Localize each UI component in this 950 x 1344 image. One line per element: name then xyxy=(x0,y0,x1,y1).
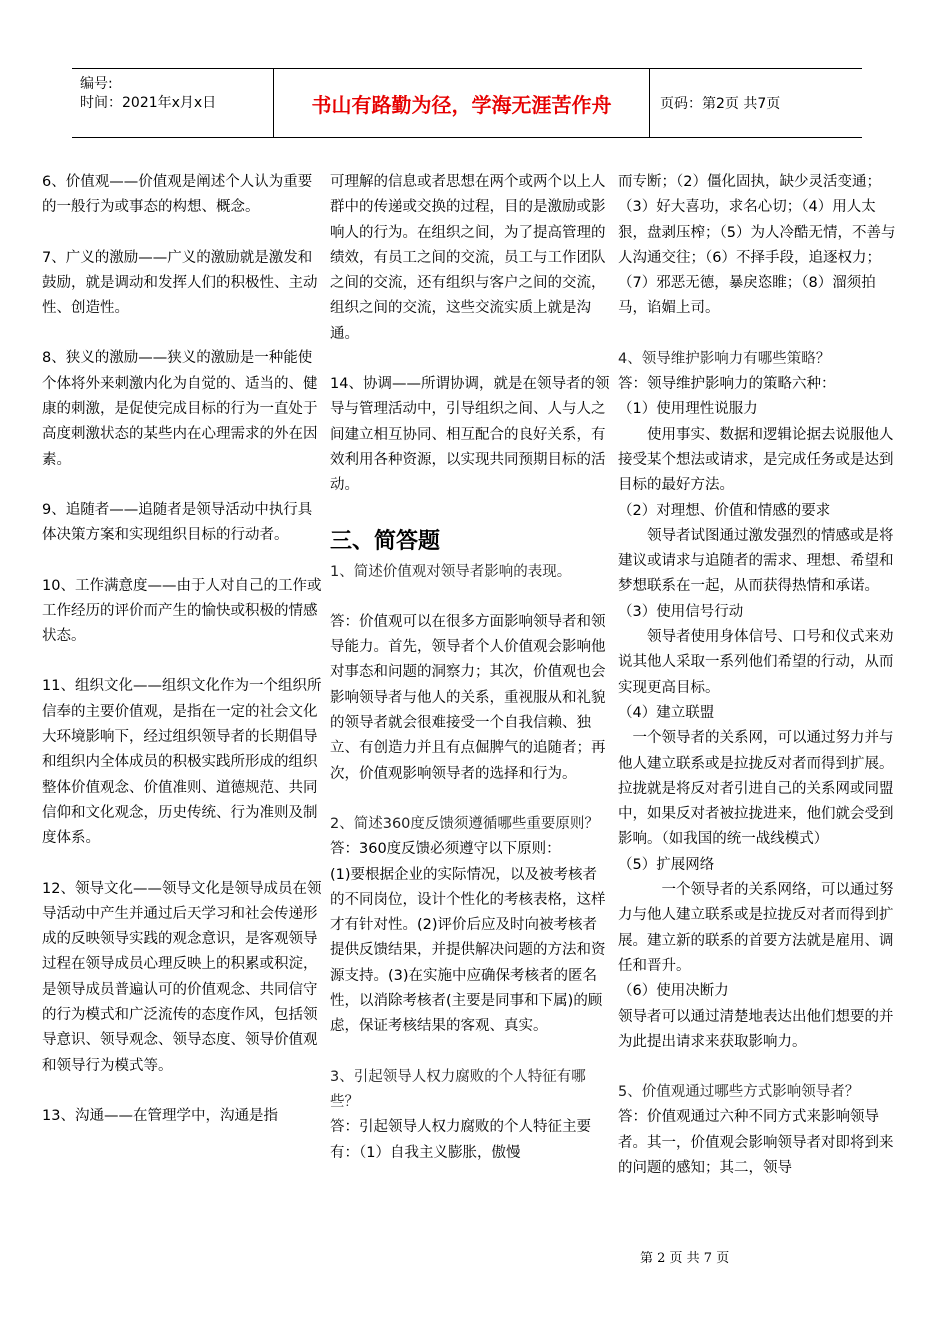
page-footer: 第 2 页 共 7 页 xyxy=(640,1251,730,1266)
definition-13: 13、沟通——在管理学中，沟通是指 xyxy=(42,1107,278,1124)
answer-4-intro: 答：领导维护影响力的策略六种： xyxy=(618,376,836,393)
definition-14: 14、协调——所谓协调，就是在领导者的领导与管理活动中，引导组织之间、人与人之间建立相互协同、相互配合的良好关系，有效利用各种资源，以实现共同预期目标的活动。 xyxy=(330,376,610,494)
question-3: 3、引起领导人权力腐败的个人特征有哪些？ xyxy=(330,1068,586,1110)
question-4: 4、领导维护影响力有哪些策略？ xyxy=(618,350,831,367)
definition-12: 12、领导文化——领导文化是领导成员在领导活动中产生并通过后天学习和社会传递形成的反映领导实践的观念意识，是客观领导过程在领导成员心理反映上的积累或积淀，是领导成员普遍认可的价值观念、共同信守的行为模式和广泛流传的态度作风，包括领导意识、领导观念、领导态度、领导价值观和领导行为模式等。 xyxy=(42,880,322,1074)
answer-1: 答：价值观可以在很多方面影响领导者和领导能力。首先，领导者个人价值观会影响他对事态和问题的洞察力；其次，价值观也会影响领导者与他人的关系，重视服从和礼貌的领导者就会很难接受一个自我信赖、独立、有创造力并且有点倔脾气的追随者；再次，价值观影响领导者的选择和行为。 xyxy=(330,613,606,782)
answer-3: 答：引起领导人权力腐败的个人特征主要有：（1）自我主义膨胀，傲慢 xyxy=(330,1119,591,1161)
question-5: 5、价值观通过哪些方式影响领导者？ xyxy=(618,1084,860,1101)
definition-11: 11、组织文化——组织文化作为一个组织所信奉的主要价值观，是指在一定的社会文化大环境影响下，经过组织领导者的长期倡导和组织内全体成员的积极实践所形成的组织整体价值观念、价值准则、道德规范、共同信仰和文化观念，历史传统、行为准则及制度体系。 xyxy=(42,678,322,847)
section-title: 三、简答题 xyxy=(330,527,441,554)
strategy-4-body: 一个领导者的关系网，可以通过努力并与他人建立联系或是拉拢反对者而得到扩展。拉拢就是将反对者引进自己的关系网或同盟中，如果反对者被拉拢进来，他们就会受到影响。（如我国的统一战线模式） xyxy=(618,730,894,848)
question-1: 1、简述价值观对领导者影响的表现。 xyxy=(330,563,572,580)
definition-7: 7、广义的激励——广义的激励就是激发和鼓励，就是调动和发挥人们的积极性、主动性、创造性。 xyxy=(42,249,318,317)
strategy-3-body: 领导者使用身体信号、口号和仪式来劝说其他人采取一系列他们希望的行动，从而实现更高目标。 xyxy=(618,629,894,696)
answer-5: 答：价值观通过六种不同方式来影响领导者。其一，价值观会影响领导者对即将到来的问题的感知；其二，领导 xyxy=(618,1109,894,1176)
strategy-1-title: （1）使用理性说服力 xyxy=(618,401,758,418)
strategy-5-body: 一个领导者的关系网络，可以通过努力与他人建立联系或是拉拢反对者而得到扩展。建立新的联系的首要方法就是雇用、调任和晋升。 xyxy=(618,882,894,974)
column-1 xyxy=(42,170,322,1129)
header-page-info: 页码：第2页 共7页 xyxy=(660,96,781,112)
strategy-2-body: 领导者试图通过激发强烈的情感或是将建议或请求与追随者的需求、理想、希望和梦想联系在一起，从而获得热情和承诺。 xyxy=(618,527,894,595)
column-3 xyxy=(618,170,896,1181)
strategy-6-body: 领导者可以通过清楚地表达出他们想要的并为此提出请求来获取影响力。 xyxy=(618,1008,894,1050)
strategy-6-title: （6）使用决断力 xyxy=(618,983,729,1000)
definition-6: 6、价值观——价值观是阐述个人认为重要的一般行为或事态的构想、概念。 xyxy=(42,174,313,216)
strategy-1-body: 使用事实、数据和逻辑论据去说服他人接受某个想法或请求，是完成任务或是达到目标的最好方法。 xyxy=(618,426,894,494)
definition-9: 9、追随者——追随者是领导活动中执行具体决策方案和实现组织目标的行动者。 xyxy=(42,501,313,544)
header-motto: 书山有路勤为径，学海无涯苦作舟 xyxy=(274,69,650,137)
strategy-3-title: （3）使用信号行动 xyxy=(618,603,744,620)
number-label: 编号: xyxy=(80,76,113,92)
strategy-5-title: （5）扩展网络 xyxy=(618,856,715,873)
answer-2-intro: 答：360度反馈必须遵守以下原则： xyxy=(330,841,561,858)
header-meta xyxy=(72,69,274,137)
question-2: 2、简述360度反馈须遵循哪些重要原则？ xyxy=(330,815,599,832)
definition-10: 10、工作满意度——由于人对自己的工作或工作经历的评价而产生的愉快或积极的情感状态。 xyxy=(42,577,322,645)
column-2 xyxy=(330,170,610,1166)
answer-2-body: (1)要根据企业的实际情况，以及被考核者的不同岗位，设计个性化的考核表格，这样才有针对性。(2)评价后应及时向被考核者提供反馈结果，并提供解决问题的方法和资源支持。(3)在实施中应确保考核者的匿名性，以消除考核者(主要是同事和下属)的顾虑，保证考核结果的客观、真实。 xyxy=(330,866,606,1035)
strategy-4-title: （4）建立联盟 xyxy=(618,704,715,721)
strategy-2-title: （2）对理想、价值和情感的要求 xyxy=(618,502,831,519)
answer-3-continued: 而专断；（2）僵化固执，缺少灵活变通；（3）好大喜功，求名心切；（4）用人太狠，盘剥压榨；（5）为人冷酷无情，不善与人沟通交往；（6）不择手段，追逐权力；（7）邪恶无德，暴戾恣睢；（8）溜须拍马，谄媚上司。 xyxy=(618,174,896,317)
time-label: 时间：2021年x月x日 xyxy=(80,95,217,111)
definition-8: 8、狭义的激励——狭义的激励是一种能使个体将外来刺激内化为自觉的、适当的、健康的刺激，是促使完成目标的行为一直处于高度刺激状态的某些内在心理需求的外在因素。 xyxy=(42,350,318,468)
definition-13-continued: 可理解的信息或者思想在两个或两个以上人群中的传递或交换的过程，目的是激励或影响人的行为。在组织之间，为了提高管理的绩效，有员工之间的交流，员工与工作团队之间的交流，还有组织与客户之间的交流，组织之间的交流，这些交流实质上就是沟通。 xyxy=(330,174,606,342)
page-header xyxy=(72,68,862,138)
